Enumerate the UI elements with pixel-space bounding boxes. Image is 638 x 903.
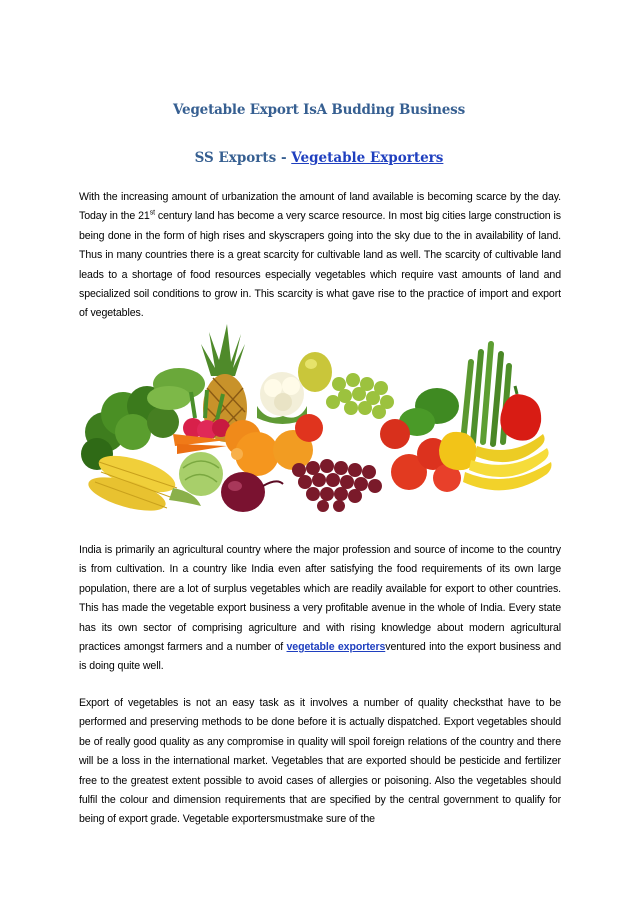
paragraph-text: century land has become a very scarce resource. In most big cities large construction is being done in the form of high rises and skyscrapers going into the sky due to the in availability of land. Thus in many countries there is a great scarcity for cultivable land as well. The scarcity of cultivable land leads to a shortage of food resources especially vegetables which require vast amounts of land and specialized soil conditions to grow in. This scarcity is what gave rise to the practice of import and export of vegetables. <box>79 210 561 320</box>
red-grapes-icon <box>292 459 382 512</box>
paragraph-text: India is primarily an agricultural country where the major profession and source of income to the country is from cultivation. In a country like India even after satisfying the food requirements of its own large population, there are a lot of surplus vegetables which are readily available for export to other countries. This has made the vegetable export business a very profitable avenue in the whole of India. Every state has its own sector of comprising agriculture and with rising knowledge about modern agricultural practices amongst farmers and a number of <box>79 544 561 654</box>
superscript-st: st <box>149 209 155 217</box>
vegetables-and-fruits-photo <box>77 322 565 518</box>
asparagus-icon <box>463 344 509 444</box>
pear-icon <box>298 352 332 392</box>
red-onion-icon <box>221 472 283 512</box>
vegetable-exporters-link[interactable]: Vegetable Exporters <box>291 150 444 166</box>
document-subtitle <box>0 150 638 166</box>
green-grapes-icon <box>326 373 394 419</box>
leafy-greens-icon <box>147 368 205 410</box>
paragraph-export-quality: Export of vegetables is not an easy task as it involves a number of quality checksthat have to be performed and preserving methods to be done before it is actually dispatched. Export vegetables should be of really good quality as any compromise in quality will spoil foreign relations of the country and there will be a loss in the international market. Vegetables that are exported should be pesticide and fertilizer free to the greatest extent possible to avoid cases of allergies or poisoning. Also the vegetables should fulfil the colour and dimension requirements that are specified by the central government to qualify for being of export grade. Vegetable exportersmustmake sure of the <box>79 697 561 826</box>
paragraph-text: With the increasing amount of urbanization the amount of land available is becoming scarce by the day. Today in the 21 <box>79 191 561 223</box>
paragraph-urbanization <box>79 188 561 324</box>
paragraph-india-agriculture <box>79 541 561 677</box>
cabbage-icon <box>179 452 223 496</box>
subtitle-prefix: SS Exports - <box>194 150 292 166</box>
banana-icon <box>463 434 552 490</box>
vegetable-exporters-inline-link[interactable]: vegetable exporters <box>286 641 386 654</box>
paragraph-text: ventured into the export business and is doing quite well. <box>79 641 561 673</box>
document-title: Vegetable Export IsA Budding Business <box>173 102 465 118</box>
